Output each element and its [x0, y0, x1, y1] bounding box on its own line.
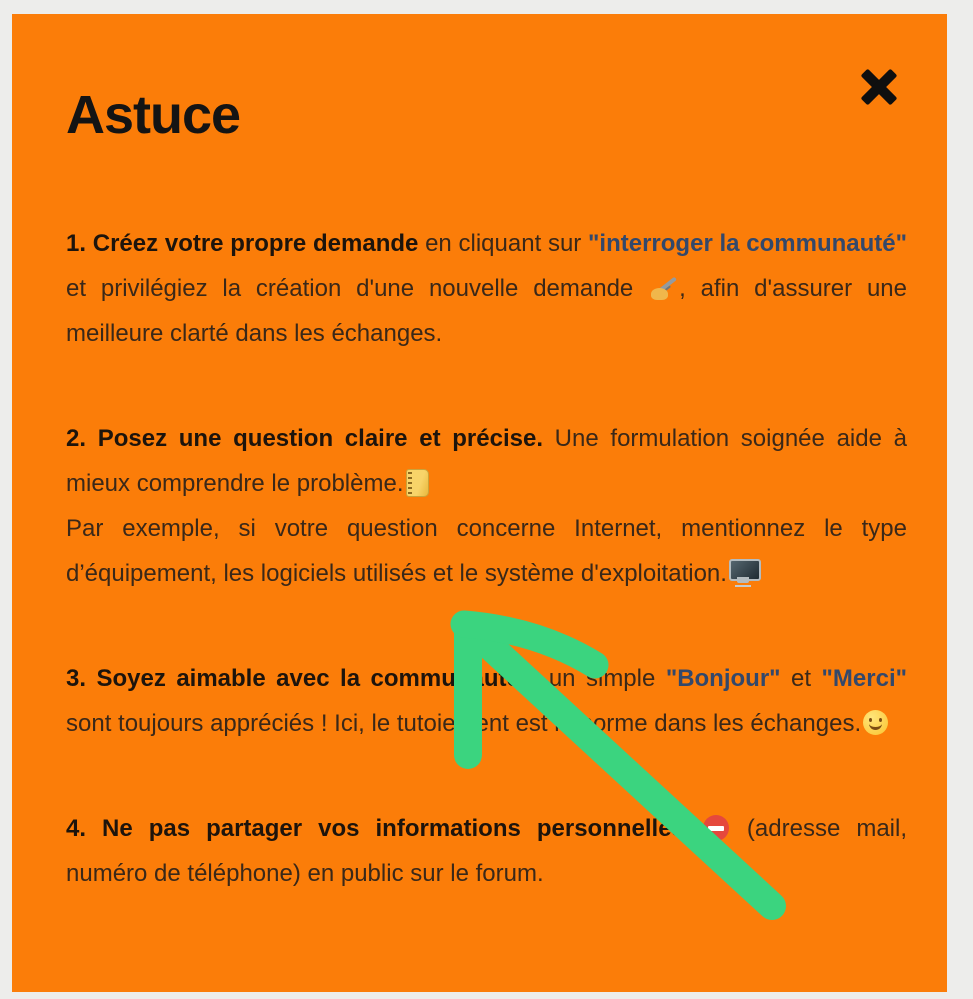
ledger-icon [406, 469, 429, 497]
tip-2 [66, 416, 907, 596]
text-segment: 4. Ne pas partager vos informations personnelles [66, 815, 701, 843]
text-segment: "interroger la communauté" [588, 230, 907, 258]
writing-hand-icon [650, 274, 677, 301]
text-segment: en cliquant sur [418, 230, 589, 258]
text-segment: (adresse mail, numéro de téléphone) en public sur le forum. [66, 815, 907, 888]
smiling-face-icon [863, 710, 888, 735]
text-segment: 2. Posez une question claire et précise. [66, 425, 543, 453]
close-button[interactable] [855, 62, 903, 110]
text-segment: "Merci" [821, 665, 907, 693]
tip-4 [66, 806, 907, 896]
tip-1 [66, 221, 907, 356]
tips-list [66, 221, 907, 896]
text-segment: Une formulation soignée aide à mieux comprendre le problème. [66, 425, 907, 498]
modal-title: Astuce [66, 85, 241, 145]
text-segment: sont toujours appréciés ! Ici, le tutoiement est la norme dans les échanges. [66, 710, 862, 738]
close-icon [855, 62, 903, 110]
astuce-modal [12, 14, 947, 992]
text-segment: un simple [538, 665, 666, 693]
text-segment: et privilégiez la création d'une nouvelle demande [66, 275, 649, 303]
text-segment: et [780, 665, 822, 693]
tip-3 [66, 656, 907, 746]
text-segment: 1. Créez votre propre demande [66, 230, 419, 258]
no-entry-icon [703, 815, 729, 841]
text-segment: "Bonjour" [665, 665, 781, 693]
text-segment: Par exemple, si votre question concerne Internet, mentionnez le type d’équipement, les logiciels utilisés et le système d'exploitation. [66, 515, 907, 588]
desktop-computer-icon [729, 559, 759, 585]
text-segment: , afin d'assurer une meilleure clarté dans les échanges. [66, 275, 908, 348]
text-segment: 3. Soyez aimable avec la communauté : [66, 665, 539, 693]
